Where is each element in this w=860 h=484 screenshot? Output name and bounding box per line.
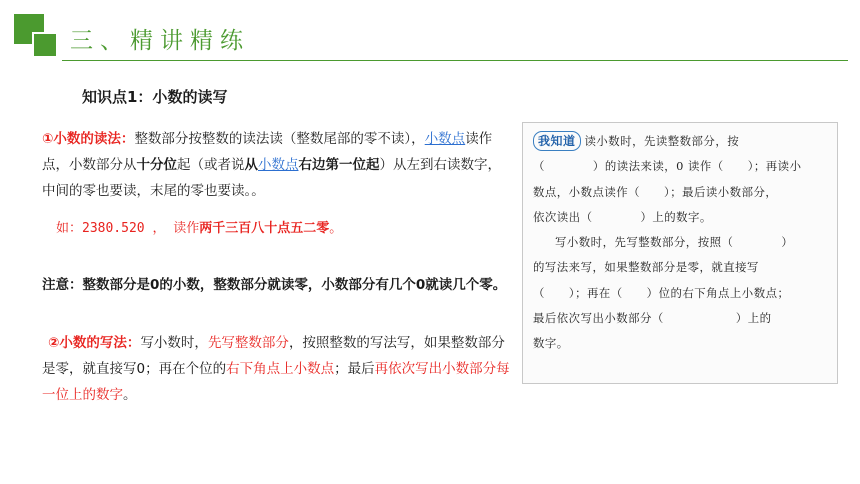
term-tenths-place: 十分位	[136, 157, 177, 173]
textbook-text-1: 读小数时，先读整数部分，按	[584, 134, 740, 148]
writing-text-4: 。	[123, 387, 137, 403]
example-suffix: 。	[329, 221, 343, 236]
textbook-line-7	[533, 281, 829, 306]
title-divider	[62, 60, 848, 61]
textbook-text-3b: ）；最后读小数部分，	[664, 184, 778, 199]
writing-red-1: 先写整数部分	[207, 335, 289, 351]
textbook-text-5: 写小数时，先写整数部分，按照（	[555, 235, 734, 250]
textbook-line-5	[533, 230, 829, 255]
textbook-text-8b: ）上的	[735, 311, 772, 326]
textbook-text-4: 依次读出（	[533, 209, 593, 224]
reading-text-2: 读作点，小数部分从	[42, 131, 493, 173]
reading-text-1: 整数部分按整数的读法读（整数尾部的零不读），	[134, 131, 425, 147]
textbook-text-2: 的读法来读，0 读作（	[604, 159, 724, 174]
textbook-line-3	[533, 180, 829, 205]
section-title: 三、精讲精练	[70, 28, 250, 54]
textbook-text-3: 数点，小数点读作（	[533, 184, 641, 199]
writing-text-1: 写小数时，	[140, 335, 208, 351]
logo-square-front	[32, 32, 58, 58]
reading-text-3: 起（或者说	[177, 157, 245, 173]
textbook-line-4	[533, 205, 829, 230]
note-paragraph: 注意：整数部分是0的小数，整数部分就读零，小数部分有几个0就读几个零。	[42, 277, 507, 293]
textbook-text-7b: ）；再在（	[568, 285, 623, 300]
writing-text-3: ；最后	[334, 361, 375, 377]
textbook-line-1	[533, 129, 829, 154]
reading-heading: ①小数的读法：	[42, 131, 135, 147]
reading-rules-paragraph	[42, 126, 512, 204]
textbook-text-7: （	[533, 285, 545, 300]
textbook-line-6	[533, 255, 829, 280]
textbook-text-9: 数字。	[533, 336, 569, 351]
example-prefix: 如：2380.520 ， 读作	[56, 221, 200, 236]
textbook-text-2b: ）；再读小	[747, 159, 802, 174]
knowledge-point-title: 知识点1：小数的读写	[82, 88, 228, 106]
writing-heading: ②小数的写法：	[48, 335, 141, 351]
textbook-excerpt	[522, 122, 838, 384]
textbook-text-5b: ）	[781, 235, 794, 250]
textbook-line-2: （ ）的读法来读，0 读作（ ）；再读小	[533, 159, 802, 174]
writing-text-2: ，按照整数的写法写，如果整数部分是零，就直接写0；再在个位的	[42, 335, 505, 377]
writing-red-2: 右下角点上小数点	[226, 361, 335, 377]
i-know-badge: 我知道	[533, 131, 581, 151]
textbook-text-6: 的写法来写，如果整数部分是零，就直接写	[533, 260, 759, 275]
term-decimal-point-2: 小数点	[258, 157, 299, 173]
reading-bold-from: 从	[244, 157, 258, 173]
textbook-line-9	[533, 331, 829, 356]
example-reading: 两千三百八十点五二零	[199, 221, 330, 236]
textbook-text-4b: ）上的数字。	[640, 209, 712, 224]
textbook-line-8	[533, 306, 829, 331]
writing-rules-paragraph	[42, 330, 512, 408]
logo-squares	[14, 14, 58, 58]
term-decimal-point: 小数点	[424, 131, 466, 147]
reading-example	[42, 216, 512, 242]
reading-text-4: ）从左到右读数字，中间的零也要读，末尾的零也要读。。	[42, 157, 501, 199]
reading-bold-right-first: 右边第一位起	[298, 157, 380, 173]
writing-red-3: 再依次写出小数部分每一位上的数字	[42, 361, 510, 403]
textbook-text-8: 最后依次写出小数部分（	[533, 311, 664, 326]
textbook-text-7c: ）位的右下角点上小数点；	[646, 285, 790, 300]
